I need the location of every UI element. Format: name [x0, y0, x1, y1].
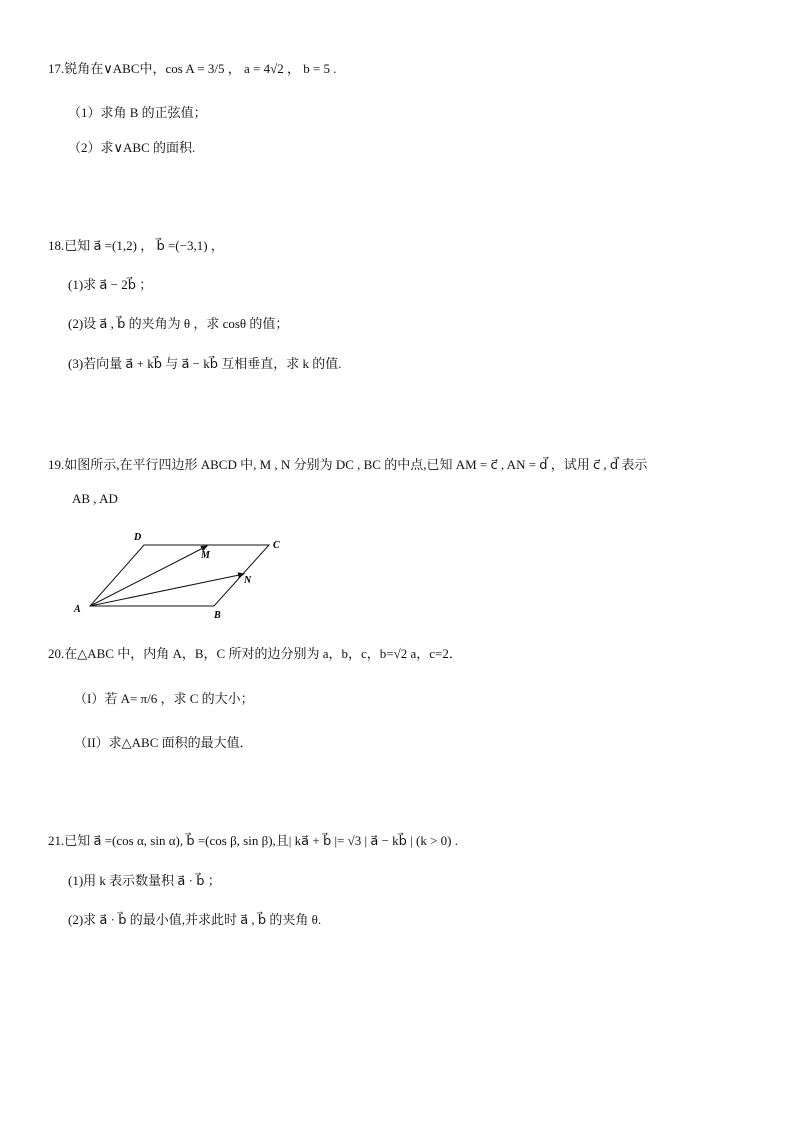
- problem-19: 19.如图所示,在平行四边形 ABCD 中, M , N 分别为 DC , BC 的中点,已知 AM = c⃗ , AN = d⃗ ，试用 c⃗ , d⃗ 表示: [48, 457, 648, 472]
- problem-20-part-1: （I）若 A= π/6 ，求 C 的大小；: [74, 691, 254, 706]
- parallelogram-figure: [68, 530, 298, 620]
- problem-18-part-3: (3)若向量 a⃗ + kb⃗ 与 a⃗ − kb⃗ 互相垂直，求 k 的值.: [68, 356, 342, 371]
- problem-21: 21.已知 a⃗ =(cos α, sin α), b⃗ =(cos β, sin β),且| ka⃗ + b⃗ |= √3 | a⃗ − kb⃗ | (k > 0) .: [48, 833, 459, 848]
- problem-21-part-2: (2)求 a⃗ · b⃗ 的最小值,并求此时 a⃗ , b⃗ 的夹角 θ.: [68, 912, 322, 927]
- label-m: M: [201, 550, 210, 561]
- problem-18-part-2: (2)设 a⃗ , b⃗ 的夹角为 θ ，求 cosθ 的值；: [68, 316, 289, 331]
- problem-18-part-1: (1)求 a⃗ − 2b⃗ ；: [68, 277, 153, 292]
- label-b: B: [214, 610, 221, 620]
- problem-17-part-1: （1）求角 B 的正弦值；: [68, 105, 207, 120]
- parallelogram-abcd: [90, 545, 269, 606]
- vector-an: [90, 574, 244, 606]
- label-d: D: [134, 532, 142, 543]
- label-c: C: [273, 540, 280, 551]
- label-n: N: [244, 575, 252, 586]
- problem-19-line-2: AB , AD: [72, 491, 118, 506]
- label-a: A: [74, 604, 81, 615]
- problem-21-part-1: (1)用 k 表示数量积 a⃗ · b⃗ ；: [68, 873, 221, 888]
- problem-20-part-2: （II）求△ABC 面积的最大值．: [74, 735, 253, 750]
- problem-17: 17.锐角在∨ABC中，cos A = 3/5 ， a = 4√2 ， b = 5 .: [48, 61, 337, 76]
- problem-17-part-2: （2）求∨ABC 的面积.: [68, 140, 196, 155]
- vector-am: [90, 546, 207, 606]
- problem-20: 20.在△ABC 中，内角 A，B，C 所对的边分别为 a，b，c，b=√2 a，c=2．: [48, 646, 462, 661]
- problem-18: 18.已知 a⃗ =(1,2) ， b⃗ =(−3,1) ，: [48, 238, 224, 253]
